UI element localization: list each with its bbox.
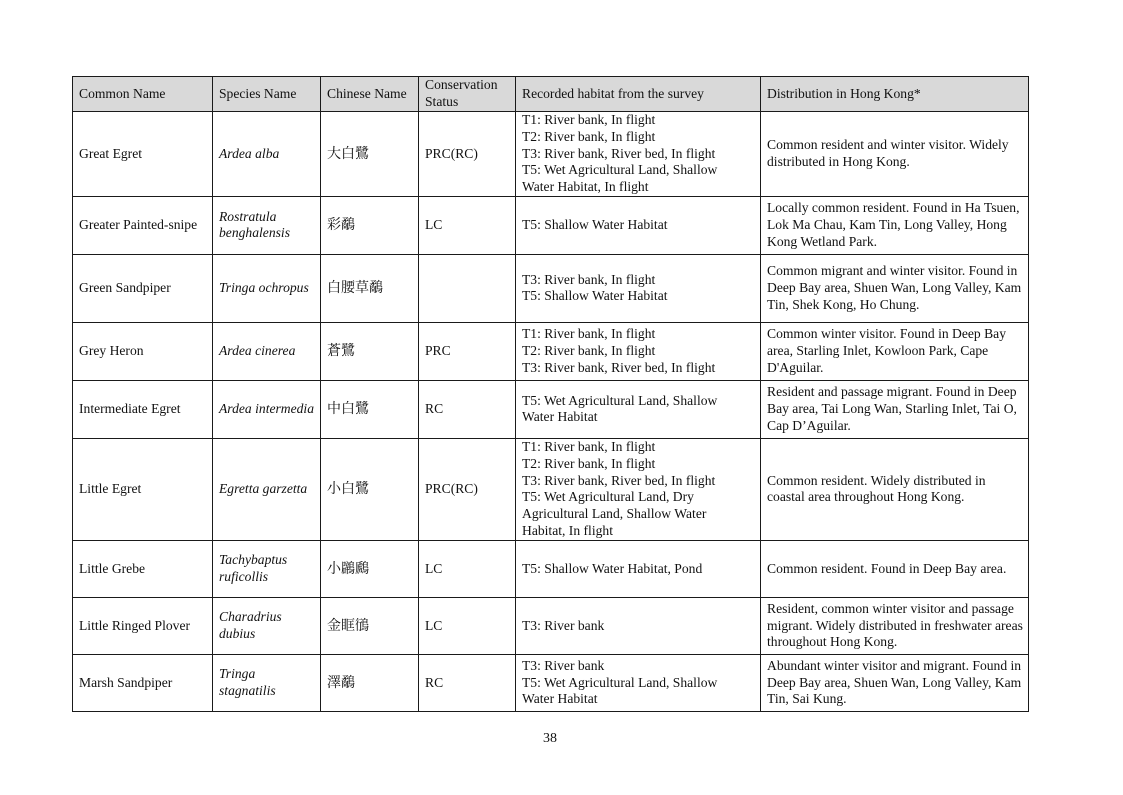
habitat-line: T5: Wet Agricultural Land, Shallow — [522, 674, 718, 690]
distribution-cell: Common resident. Widely distributed in coastal area throughout Hong Kong. — [761, 438, 1029, 540]
table-row — [73, 654, 1029, 711]
common-name-cell: Intermediate Egret — [73, 380, 213, 438]
header-common-name: Common Name — [73, 77, 213, 112]
habitat-line: Habitat, In flight — [522, 523, 613, 539]
habitat-cell — [516, 597, 761, 654]
habitat-line: T3: River bank — [522, 657, 605, 673]
table-row — [73, 438, 1029, 540]
habitat-cell — [516, 438, 761, 540]
table-row — [73, 254, 1029, 322]
conservation-status-cell: PRC — [419, 322, 516, 380]
habitat-cell — [516, 322, 761, 380]
habitat-line: T5: Wet Agricultural Land, Dry — [522, 489, 694, 505]
habitat-line: Water Habitat, In flight — [522, 179, 649, 195]
common-name-cell: Marsh Sandpiper — [73, 654, 213, 711]
header-distribution: Distribution in Hong Kong* — [761, 77, 1029, 112]
habitat-line: T3: River bank, River bed, In flight — [522, 145, 716, 161]
habitat-line: T2: River bank, In flight — [522, 343, 656, 359]
distribution-cell: Resident, common winter visitor and passage migrant. Widely distributed in freshwater areas throughout Hong Kong. — [761, 597, 1029, 654]
common-name-cell: Green Sandpiper — [73, 254, 213, 322]
conservation-status-cell — [419, 254, 516, 322]
habitat-line: T5: Wet Agricultural Land, Shallow — [522, 162, 718, 178]
table-row — [73, 196, 1029, 254]
species-name-cell: Charadrius dubius — [213, 597, 321, 654]
habitat-line: T5: Shallow Water Habitat — [522, 217, 668, 233]
table-header — [73, 77, 1029, 112]
distribution-cell: Common migrant and winter visitor. Found in Deep Bay area, Shuen Wan, Long Valley, Kam Tin, Shek Kong, Ho Chung. — [761, 254, 1029, 322]
distribution-cell: Common winter visitor. Found in Deep Bay area, Starling Inlet, Kowloon Park, Cape D'Aguilar. — [761, 322, 1029, 380]
distribution-cell: Locally common resident. Found in Ha Tsuen, Lok Ma Chau, Kam Tin, Long Valley, Hong Kong Wetland Park. — [761, 196, 1029, 254]
habitat-line: T3: River bank — [522, 617, 605, 633]
habitat-cell — [516, 654, 761, 711]
habitat-line: T3: River bank, River bed, In flight — [522, 472, 716, 488]
chinese-name-cell: 蒼鷺 — [321, 322, 419, 380]
conservation-status-cell: PRC(RC) — [419, 438, 516, 540]
chinese-name-cell: 小白鷺 — [321, 438, 419, 540]
conservation-status-cell: LC — [419, 597, 516, 654]
species-name-cell: Egretta garzetta — [213, 438, 321, 540]
species-name-cell: Rostratula benghalensis — [213, 196, 321, 254]
species-name-cell: Tachybaptus ruficollis — [213, 540, 321, 597]
table-row — [73, 540, 1029, 597]
habitat-line: Water Habitat — [522, 691, 598, 707]
habitat-cell — [516, 112, 761, 197]
table-row — [73, 597, 1029, 654]
habitat-line: Agricultural Land, Shallow Water — [522, 506, 707, 522]
conservation-status-cell: RC — [419, 380, 516, 438]
header-row — [73, 77, 1029, 112]
table-row — [73, 112, 1029, 197]
conservation-status-cell: LC — [419, 540, 516, 597]
habitat-line: T3: River bank, In flight — [522, 271, 656, 287]
habitat-line: T1: River bank, In flight — [522, 112, 656, 127]
species-table — [72, 76, 1029, 712]
header-habitat: Recorded habitat from the survey — [516, 77, 761, 112]
table-row — [73, 322, 1029, 380]
conservation-status-cell: LC — [419, 196, 516, 254]
species-name-cell: Tringa ochropus — [213, 254, 321, 322]
habitat-line: T1: River bank, In flight — [522, 439, 656, 455]
common-name-cell: Little Egret — [73, 438, 213, 540]
distribution-cell: Abundant winter visitor and migrant. Found in Deep Bay area, Shuen Wan, Long Valley, Kam Tin, Sai Kung. — [761, 654, 1029, 711]
chinese-name-cell: 彩鷸 — [321, 196, 419, 254]
species-name-cell: Ardea intermedia — [213, 380, 321, 438]
habitat-line: T5: Shallow Water Habitat — [522, 288, 668, 304]
habitat-cell — [516, 380, 761, 438]
chinese-name-cell: 中白鷺 — [321, 380, 419, 438]
common-name-cell: Little Grebe — [73, 540, 213, 597]
habitat-line: Water Habitat — [522, 409, 598, 425]
common-name-cell: Greater Painted-snipe — [73, 196, 213, 254]
page-number: 38 — [543, 731, 557, 746]
header-species-name: Species Name — [213, 77, 321, 112]
chinese-name-cell: 大白鷺 — [321, 112, 419, 197]
habitat-cell — [516, 540, 761, 597]
habitat-line: T1: River bank, In flight — [522, 326, 656, 342]
chinese-name-cell: 金眶鴴 — [321, 597, 419, 654]
header-chinese-name: Chinese Name — [321, 77, 419, 112]
habitat-cell — [516, 196, 761, 254]
chinese-name-cell: 小鸊鷉 — [321, 540, 419, 597]
species-name-cell: Ardea alba — [213, 112, 321, 197]
habitat-line: T3: River bank, River bed, In flight — [522, 359, 716, 375]
distribution-cell: Common resident. Found in Deep Bay area. — [761, 540, 1029, 597]
habitat-line: T5: Shallow Water Habitat, Pond — [522, 560, 703, 576]
habitat-line: T2: River bank, In flight — [522, 128, 656, 144]
conservation-status-cell: RC — [419, 654, 516, 711]
common-name-cell: Grey Heron — [73, 322, 213, 380]
conservation-status-cell: PRC(RC) — [419, 112, 516, 197]
species-name-cell: Tringa stagnatilis — [213, 654, 321, 711]
chinese-name-cell: 白腰草鷸 — [321, 254, 419, 322]
species-name-cell: Ardea cinerea — [213, 322, 321, 380]
common-name-cell: Great Egret — [73, 112, 213, 197]
habitat-line: T2: River bank, In flight — [522, 455, 656, 471]
table-body — [73, 112, 1029, 712]
chinese-name-cell: 澤鷸 — [321, 654, 419, 711]
habitat-cell — [516, 254, 761, 322]
common-name-cell: Little Ringed Plover — [73, 597, 213, 654]
habitat-line: T5: Wet Agricultural Land, Shallow — [522, 392, 718, 408]
table-row — [73, 380, 1029, 438]
header-conservation-status: Conservation Status — [419, 77, 516, 112]
distribution-cell: Common resident and winter visitor. Widely distributed in Hong Kong. — [761, 112, 1029, 197]
distribution-cell: Resident and passage migrant. Found in Deep Bay area, Tai Long Wan, Starling Inlet, Tai O, Cap D’Aguilar. — [761, 380, 1029, 438]
